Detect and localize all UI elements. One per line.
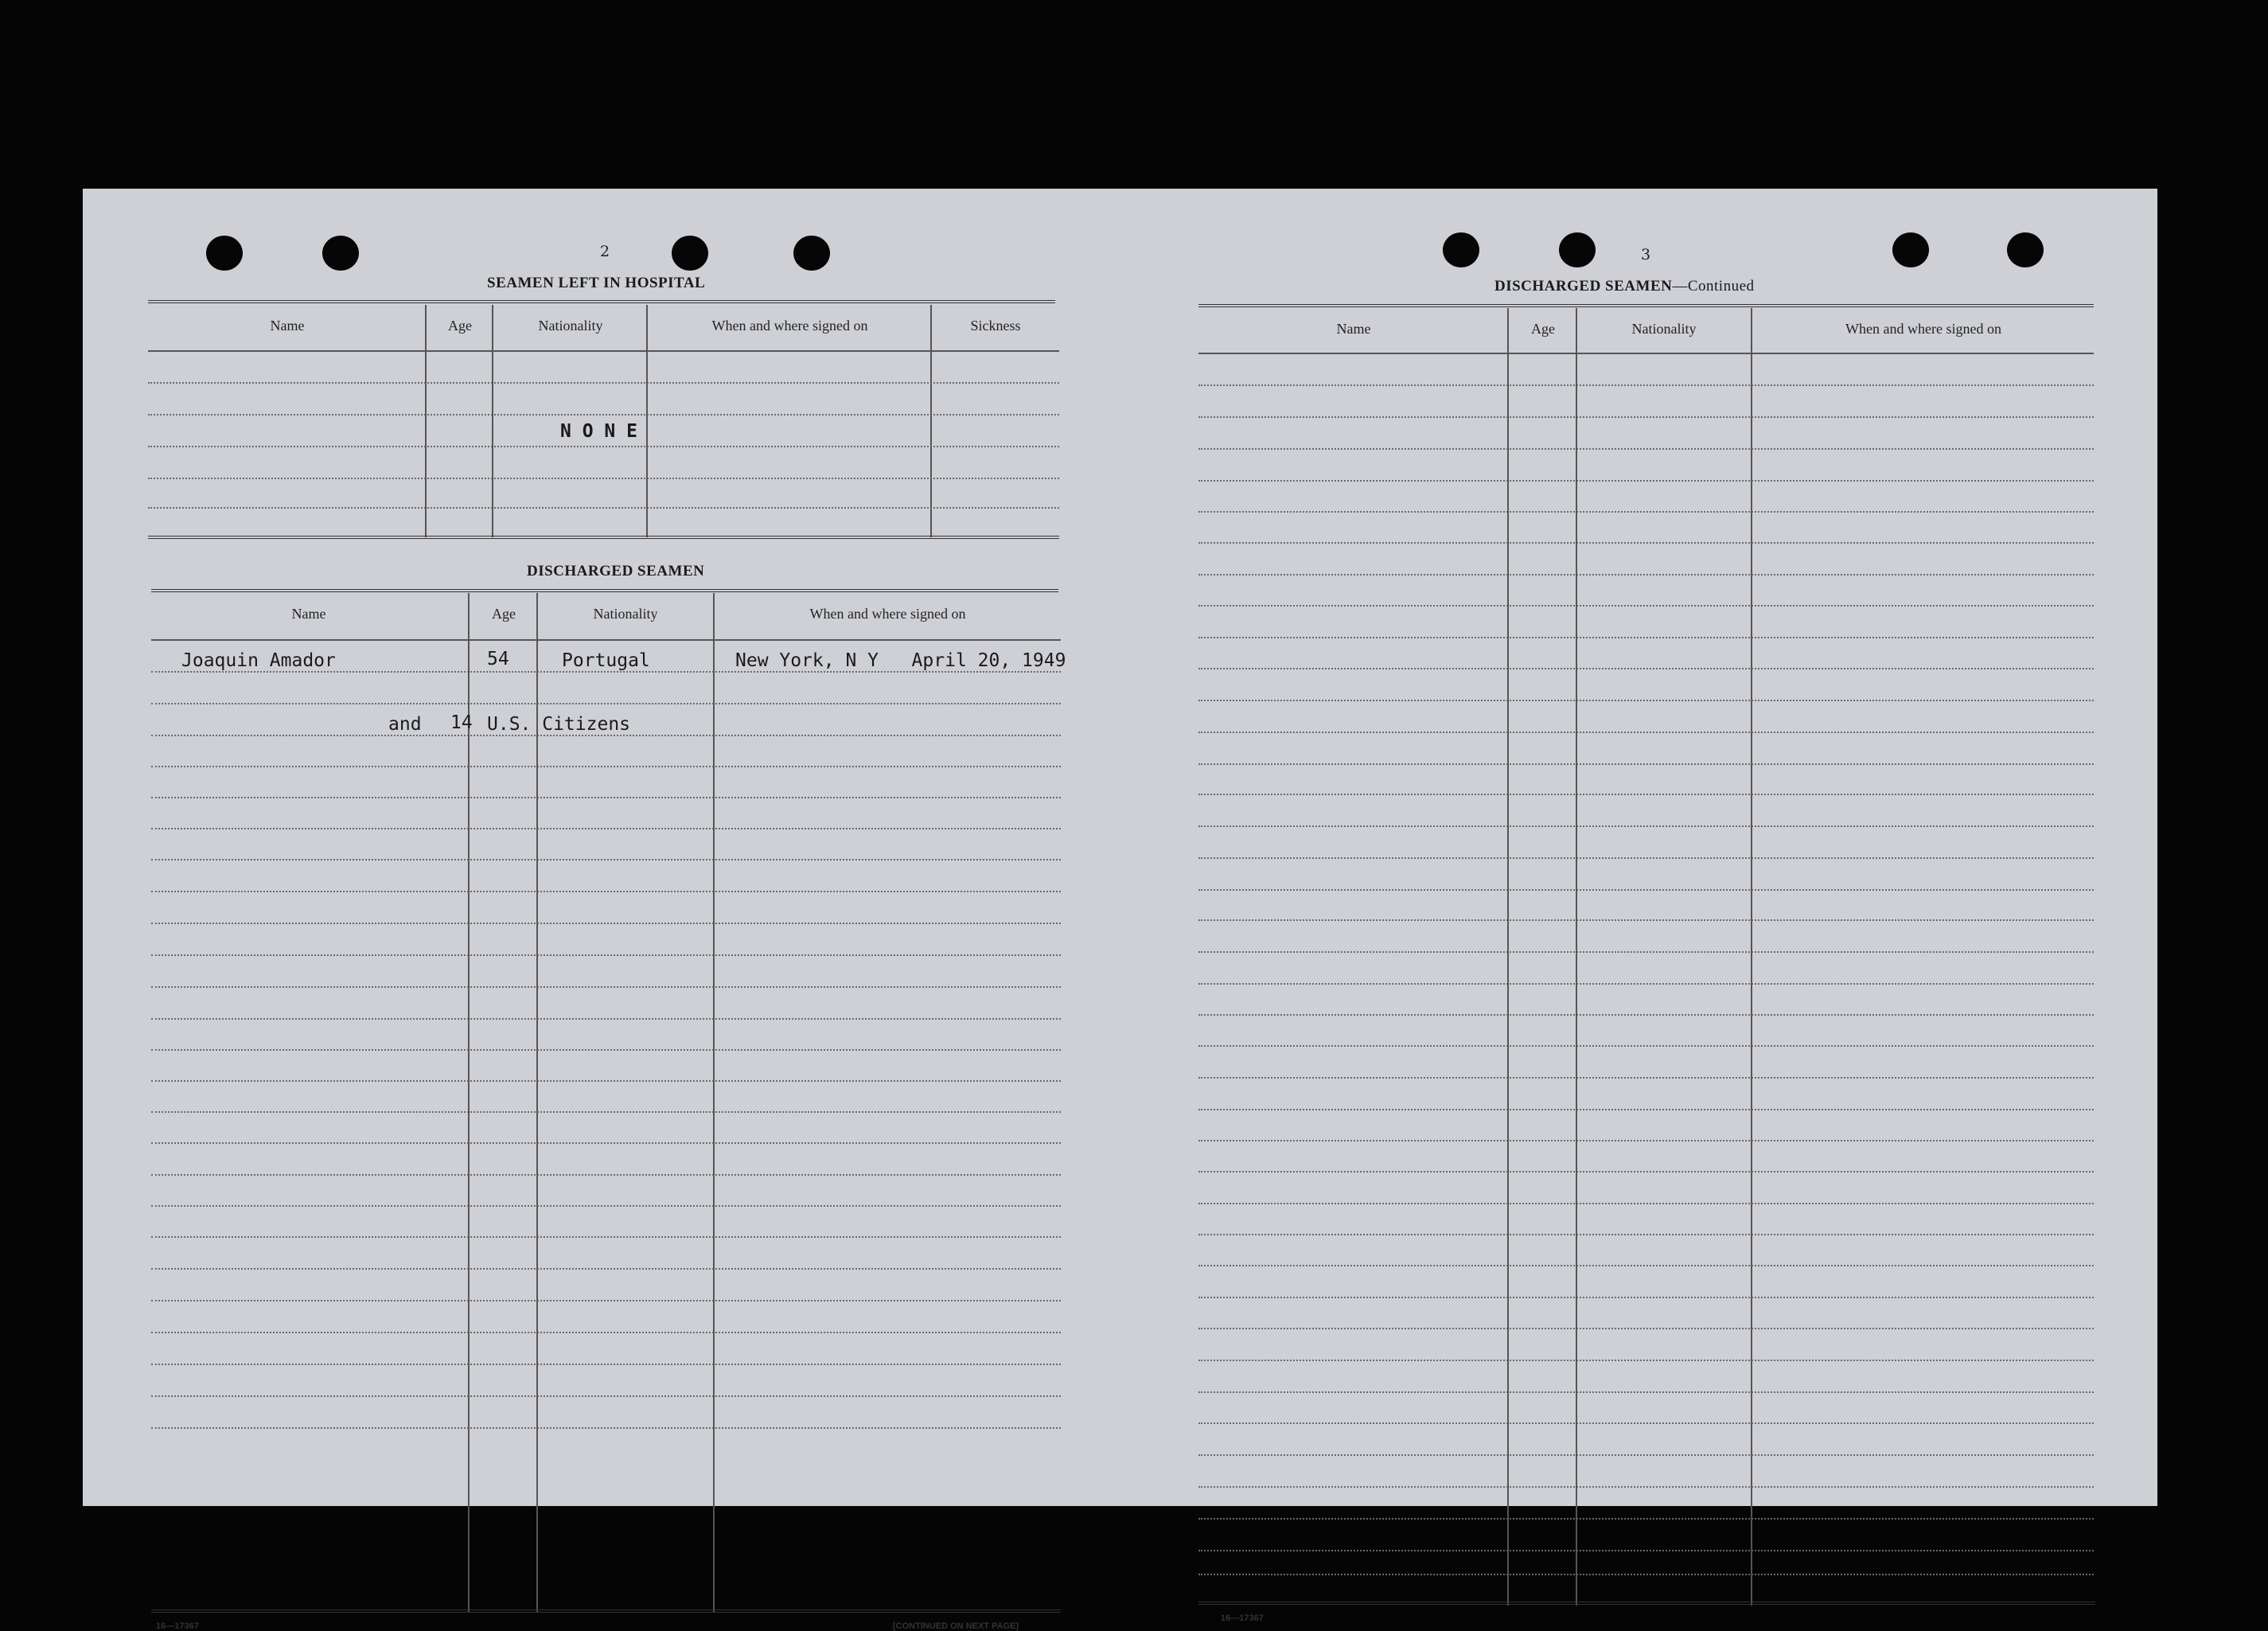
- entry-line: [148, 414, 1059, 416]
- column-divider: [492, 305, 493, 537]
- entry-line: [151, 797, 1061, 798]
- column-header-nationality: Nationality: [1631, 321, 1697, 337]
- punch-hole: [793, 236, 830, 271]
- entry-line: [1198, 1422, 2094, 1424]
- entry-line: [151, 1018, 1061, 1020]
- seaman-age: 54: [487, 649, 509, 669]
- document-sheet: [83, 189, 2157, 1631]
- section-rule: [148, 536, 1059, 539]
- column-divider: [646, 305, 648, 537]
- discharged-section-title: DISCHARGED SEAMEN: [527, 563, 705, 579]
- entry-line: [151, 766, 1061, 767]
- entry-line: [1198, 919, 2094, 921]
- page-number: 2: [600, 243, 610, 260]
- column-divider: [930, 305, 932, 537]
- entry-line: [1198, 384, 2094, 386]
- entry-line: [1198, 1265, 2094, 1266]
- entry-line: [1198, 1045, 2094, 1047]
- column-header-name: Name: [291, 606, 326, 622]
- entry-line: [1198, 1550, 2094, 1551]
- entry-line: [151, 986, 1061, 988]
- title-main: DISCHARGED SEAMEN: [1494, 278, 1673, 295]
- section-rule: [148, 300, 1055, 303]
- column-header-signed-on: When and where signed on: [809, 606, 966, 622]
- seaman-name: and: [388, 714, 422, 735]
- entry-line: [151, 828, 1061, 829]
- entry-line: [1198, 1454, 2094, 1456]
- entry-line: [1198, 1077, 2094, 1079]
- column-divider: [713, 593, 715, 1612]
- entry-line: [1198, 951, 2094, 953]
- entry-line: [151, 954, 1061, 956]
- column-divider: [425, 305, 427, 537]
- entry-line: [151, 1300, 1061, 1301]
- entry-line: [151, 703, 1061, 704]
- column-divider: [1507, 308, 1509, 1606]
- entry-line: [1198, 857, 2094, 859]
- hospital-section-title: SEAMEN LEFT IN HOSPITAL: [487, 275, 706, 291]
- entry-line: [1198, 983, 2094, 985]
- entry-line: [151, 1205, 1061, 1207]
- entry-line: [151, 1049, 1061, 1051]
- header-underline: [148, 350, 1059, 352]
- entry-line: [1198, 574, 2094, 576]
- entry-line: [1198, 1360, 2094, 1361]
- entry-line: [1198, 668, 2094, 669]
- entry-line: [1198, 889, 2094, 891]
- entry-line: [1198, 1391, 2094, 1393]
- entry-line: [151, 1080, 1061, 1082]
- punch-hole: [1443, 232, 1479, 267]
- entry-line: [151, 859, 1061, 860]
- column-header-nationality: Nationality: [538, 318, 603, 334]
- header-underline: [151, 639, 1061, 641]
- entry-line: [1198, 1486, 2094, 1488]
- entry-line: [1198, 605, 2094, 607]
- entry-line: [1198, 480, 2094, 482]
- section-rule: [151, 589, 1058, 592]
- punch-hole: [2007, 232, 2044, 267]
- entry-line: [148, 382, 1059, 384]
- punch-hole: [322, 236, 359, 271]
- section-rule: [1198, 304, 2094, 307]
- entry-line: [1198, 511, 2094, 513]
- seaman-name: Joaquin Amador: [181, 650, 336, 671]
- column-divider: [1576, 308, 1577, 1606]
- column-divider: [1751, 308, 1752, 1606]
- seaman-age: 14: [450, 712, 473, 733]
- section-rule: [1198, 1602, 2095, 1605]
- entry-line: [1198, 637, 2094, 638]
- column-header-age: Age: [448, 318, 472, 334]
- entry-line: [148, 478, 1059, 479]
- column-header-signed-on: When and where signed on: [711, 318, 868, 334]
- entry-line: [1198, 416, 2094, 418]
- page-number: 3: [1641, 246, 1651, 263]
- entry-line: [1198, 732, 2094, 733]
- seaman-signed-on: New York, N Y April 20, 1949: [735, 650, 1066, 671]
- entry-line: [1198, 1234, 2094, 1235]
- entry-line: [151, 891, 1061, 892]
- entry-line: [151, 1236, 1061, 1238]
- punch-hole: [1892, 232, 1929, 267]
- entry-line: [1198, 1203, 2094, 1204]
- entry-line: [151, 1427, 1061, 1429]
- entry-line: [1198, 825, 2094, 827]
- entry-line: [1198, 542, 2094, 544]
- section-rule: [151, 1610, 1061, 1613]
- entry-line: [151, 1268, 1061, 1270]
- column-header-sickness: Sickness: [970, 318, 1021, 334]
- entry-line: [151, 923, 1061, 924]
- form-number: 16—17367: [1221, 1613, 1264, 1623]
- entry-line: [151, 1364, 1061, 1365]
- entry-line: [1198, 1518, 2094, 1520]
- seaman-nationality: Portugal: [562, 650, 650, 671]
- entry-line: [151, 1332, 1061, 1333]
- entry-line: [1198, 1171, 2094, 1173]
- entry-line: [151, 735, 1061, 736]
- column-header-age: Age: [1531, 321, 1555, 337]
- entry-line: [1198, 1328, 2094, 1329]
- form-number: 16—17367: [156, 1621, 199, 1631]
- punch-hole: [672, 236, 708, 271]
- entry-line: [1198, 1109, 2094, 1110]
- entry-line: [1198, 1574, 2094, 1575]
- entry-line: [1198, 763, 2094, 765]
- entry-line: [1198, 1297, 2094, 1298]
- hospital-none-entry: N O N E: [560, 421, 637, 442]
- column-header-name: Name: [1336, 321, 1371, 337]
- entry-line: [151, 1395, 1061, 1397]
- entry-line: [148, 446, 1059, 447]
- entry-line: [1198, 700, 2094, 701]
- continued-note: [CONTINUED ON NEXT PAGE]: [893, 1621, 1019, 1631]
- entry-line: [151, 1142, 1061, 1144]
- column-header-age: Age: [492, 606, 516, 622]
- entry-line: [148, 507, 1059, 509]
- entry-line: [1198, 1140, 2094, 1141]
- entry-line: [1198, 794, 2094, 795]
- column-divider: [468, 593, 470, 1612]
- punch-hole: [206, 236, 243, 271]
- discharged-continued-title: [1494, 278, 1755, 295]
- entry-line: [1198, 1014, 2094, 1016]
- column-header-nationality: Nationality: [593, 606, 658, 622]
- entry-line: [151, 1111, 1061, 1113]
- title-suffix: —Continued: [1672, 278, 1755, 295]
- seaman-nationality: U.S. Citizens: [487, 714, 631, 735]
- entry-line: [151, 1174, 1061, 1176]
- column-header-signed-on: When and where signed on: [1845, 321, 2001, 337]
- header-underline: [1198, 353, 2094, 354]
- punch-hole: [1559, 232, 1596, 267]
- column-divider: [536, 593, 538, 1612]
- column-header-name: Name: [270, 318, 305, 334]
- entry-line: [151, 671, 1061, 673]
- entry-line: [1198, 448, 2094, 450]
